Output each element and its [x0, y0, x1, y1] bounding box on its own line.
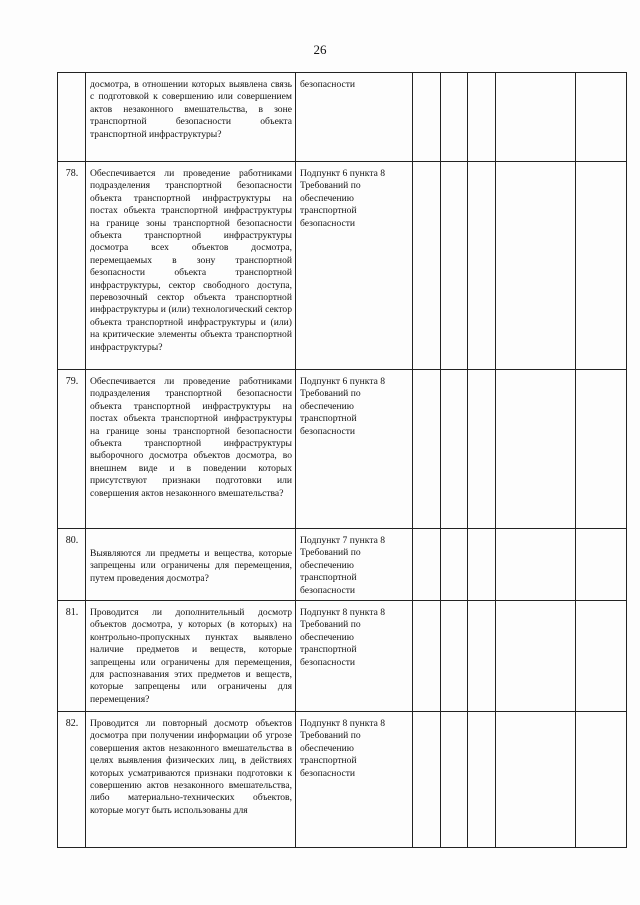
page-number: 26: [313, 42, 327, 57]
answer-no-cell: [441, 73, 468, 162]
question-text: Проводится ли повторный досмотр объектов досмотра при получении информации об угрозе совершения актов незаконного вмешательства в целях выявления физических лиц, в действиях которых усматриваются признаки подготовки к совершению актов незаконного вмешательства, либо материально-технических объектов, которые могут быть использованы для: [86, 712, 296, 848]
question-text: Обеспечивается ли проведение работниками подразделения транспортной безопасности объекта транспортной инфраструктуры на постах объекта транспортной инфраструктуры на границе зоны транспортной безопасности объекта транспортной инфраструктуры досмотра всех объектов досмотра, перемещаемых в зону транспортной безопасности объекта транспортной инфраструктуры, сектор свободного доступа, перевозочный сектор объекта транспортной инфраструктуры и (или) технологический сектор объекта транспортной инфраструктуры и (или) на критические элементы объекта транспортной инфраструктуры?: [86, 162, 296, 370]
table-row: [58, 73, 627, 162]
notes-cell: [496, 529, 576, 601]
remarks-cell: [576, 529, 627, 601]
remarks-cell: [576, 73, 627, 162]
answer-no-cell: [441, 370, 468, 529]
row-number: 79.: [58, 370, 86, 529]
table-row: [58, 712, 627, 848]
answer-no-cell: [441, 162, 468, 370]
answer-yes-cell: [413, 529, 441, 601]
legal-reference: Подпункт 8 пункта 8 Требований по обеспечению транспортной безопасности: [296, 601, 413, 712]
answer-no-cell: [441, 712, 468, 848]
question-text: Обеспечивается ли проведение работниками подразделения транспортной безопасности объекта транспортной инфраструктуры на постах объекта транспортной инфраструктуры на границе зоны транспортной безопасности объекта транспортной инфраструктуры выборочного досмотра объектов досмотра, во внешнем виде и в поведении которых присутствуют признаки подготовки или совершения актов незаконного вмешательства?: [86, 370, 296, 529]
remarks-cell: [576, 370, 627, 529]
legal-reference: Подпункт 6 пункта 8 Требований по обеспечению транспортной безопасности: [296, 162, 413, 370]
question-text: досмотра, в отношении которых выявлена связь с подготовкой к совершению или совершением актов незаконного вмешательства, в зоне транспортной безопасности объекта транспортной инфраструктуры?: [86, 73, 296, 162]
legal-reference: безопасности: [296, 73, 413, 162]
legal-reference: Подпункт 6 пункта 8 Требований по обеспечению транспортной безопасности: [296, 370, 413, 529]
answer-na-cell: [468, 73, 496, 162]
row-number: [58, 73, 86, 162]
legal-reference: Подпункт 8 пункта 8 Требований по обеспечению транспортной безопасности: [296, 712, 413, 848]
answer-na-cell: [468, 712, 496, 848]
answer-na-cell: [468, 370, 496, 529]
row-number: 80.: [58, 529, 86, 601]
notes-cell: [496, 712, 576, 848]
question-text: Проводится ли дополнительный досмотр объектов досмотра, у которых (в которых) на контрольно-пропускных пунктах выявлено наличие предметов и веществ, которые запрещены или ограничены для перемещения, для распознавания этих предметов и веществ, которые запрещены или ограничены для перемещения?: [86, 601, 296, 712]
question-text: Выявляются ли предметы и вещества, которые запрещены или ограничены для перемещения, путем проведения досмотра?: [86, 529, 296, 601]
table-row: [58, 162, 627, 370]
answer-na-cell: [468, 162, 496, 370]
row-number: 78.: [58, 162, 86, 370]
notes-cell: [496, 601, 576, 712]
answer-yes-cell: [413, 601, 441, 712]
remarks-cell: [576, 162, 627, 370]
checklist-table: [57, 72, 627, 848]
answer-yes-cell: [413, 73, 441, 162]
remarks-cell: [576, 712, 627, 848]
table-row: [58, 370, 627, 529]
notes-cell: [496, 162, 576, 370]
row-number: 81.: [58, 601, 86, 712]
answer-yes-cell: [413, 162, 441, 370]
answer-no-cell: [441, 601, 468, 712]
answer-no-cell: [441, 529, 468, 601]
answer-na-cell: [468, 529, 496, 601]
answer-yes-cell: [413, 712, 441, 848]
row-number: 82.: [58, 712, 86, 848]
notes-cell: [496, 73, 576, 162]
answer-na-cell: [468, 601, 496, 712]
answer-yes-cell: [413, 370, 441, 529]
table-row: [58, 529, 627, 601]
legal-reference: Подпункт 7 пункта 8 Требований по обеспечению транспортной безопасности: [296, 529, 413, 601]
remarks-cell: [576, 601, 627, 712]
notes-cell: [496, 370, 576, 529]
table-row: [58, 601, 627, 712]
